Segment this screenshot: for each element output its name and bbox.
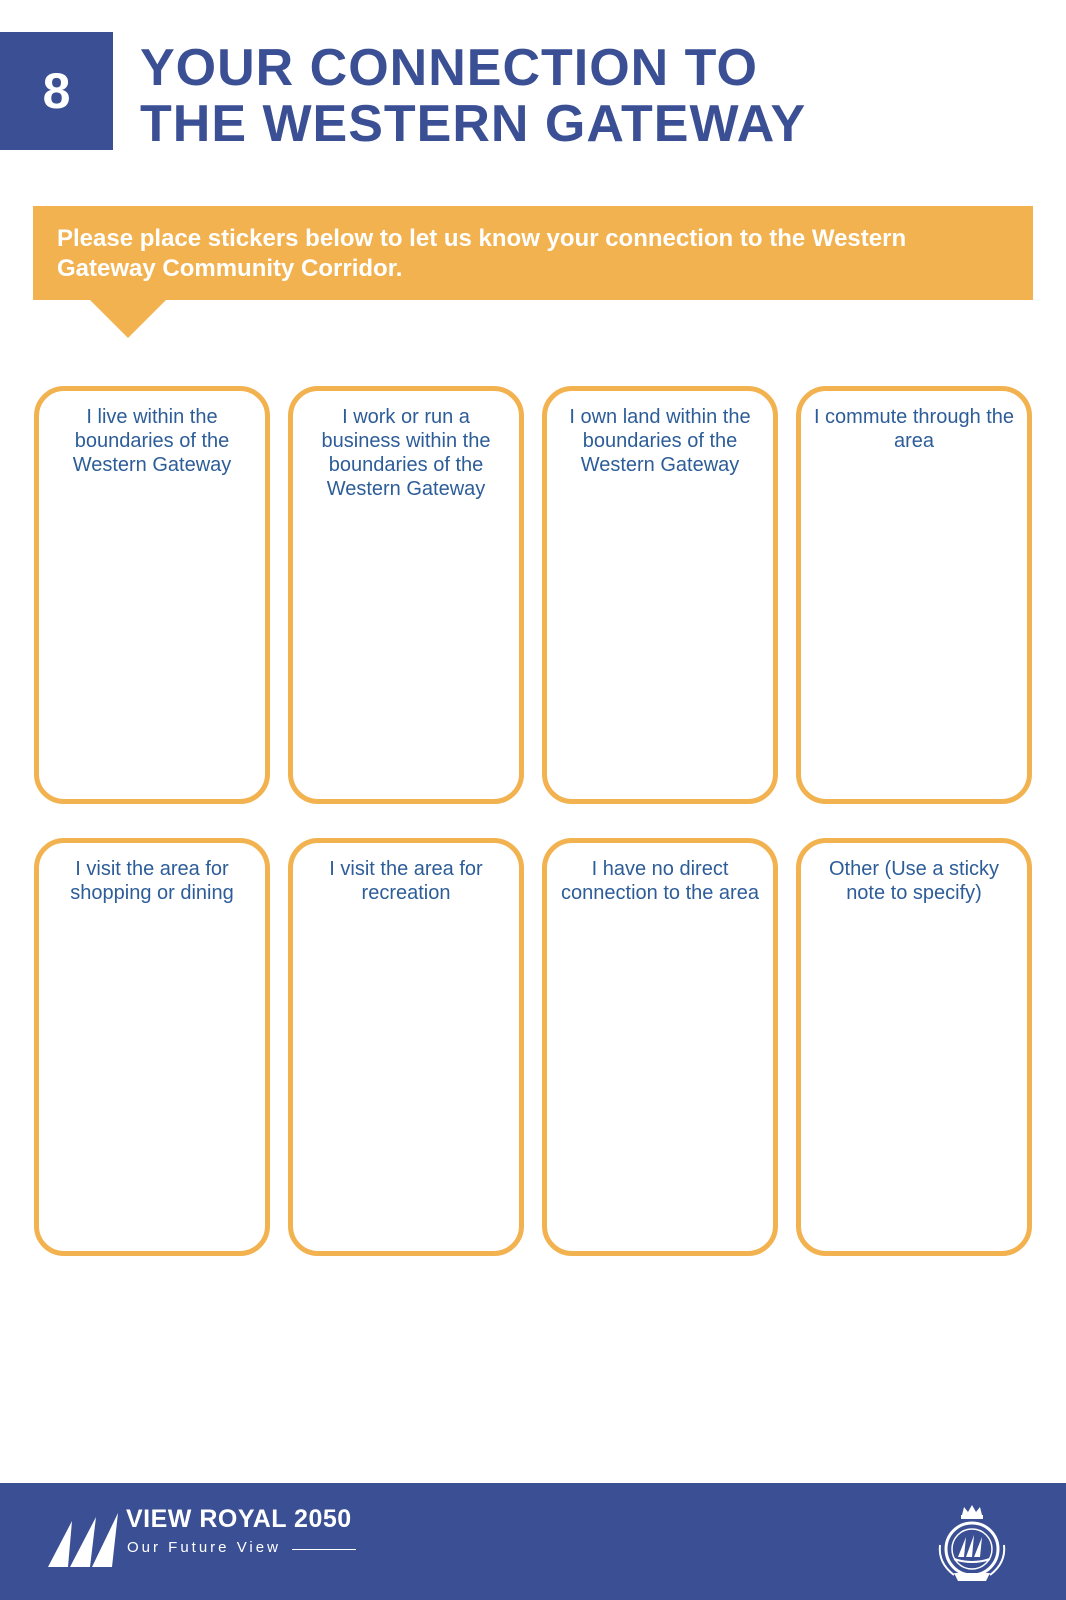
option-label: I visit the area for shopping or dining <box>70 858 234 904</box>
tagline-rule <box>292 1549 356 1550</box>
brand-name: VIEW ROYAL 2050 <box>126 1505 352 1533</box>
option-card-other[interactable] <box>796 838 1032 1256</box>
page-title <box>140 40 806 152</box>
brand-tagline: Our Future View <box>127 1539 281 1556</box>
option-label: I visit the area for recreation <box>329 858 483 904</box>
option-label: I work or run a business within the boundaries of the Western Gateway <box>321 406 491 500</box>
instruction-banner: Please place stickers below to let us know your connection to the Western Gateway Community Corridor. <box>33 206 1033 300</box>
option-card-no-connection[interactable] <box>542 838 778 1256</box>
option-label: I own land within the boundaries of the Western Gateway <box>569 406 751 476</box>
option-card-own-land[interactable] <box>542 386 778 804</box>
option-card-shopping[interactable] <box>34 838 270 1256</box>
option-label: I have no direct connection to the area <box>561 858 759 904</box>
option-card-live[interactable] <box>34 386 270 804</box>
footer <box>0 1483 1066 1600</box>
option-label: Other (Use a sticky note to specify) <box>828 858 1000 904</box>
option-label: I live within the boundaries of the Western Gateway <box>72 406 232 476</box>
option-card-commute[interactable] <box>796 386 1032 804</box>
option-label: I commute through the area <box>813 406 1015 452</box>
title-line-2: THE WESTERN GATEWAY <box>140 95 807 153</box>
banner-pointer <box>90 300 166 338</box>
title-line-1: YOUR CONNECTION TO <box>140 39 758 97</box>
town-crest-icon <box>934 1503 1010 1583</box>
sail-logo-icon <box>46 1513 120 1567</box>
option-card-recreation[interactable] <box>288 838 524 1256</box>
section-number: 8 <box>0 32 113 150</box>
option-card-work[interactable] <box>288 386 524 804</box>
